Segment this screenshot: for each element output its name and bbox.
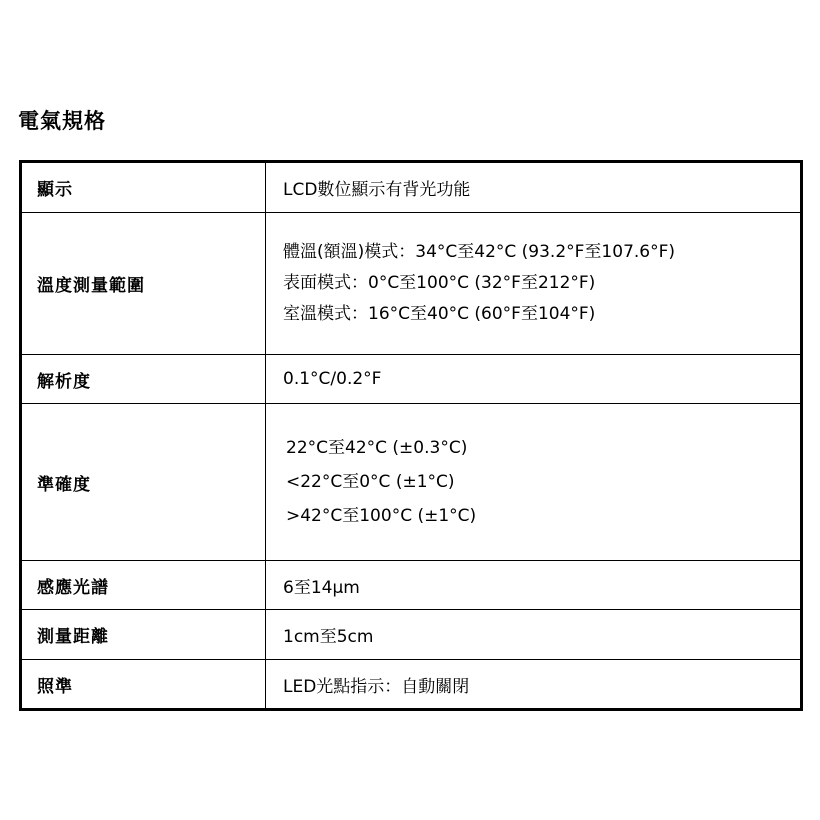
table-row bbox=[21, 355, 802, 404]
table-row bbox=[21, 660, 802, 710]
row-value-accuracy bbox=[266, 404, 802, 561]
value-line-accuracy-1: 22°C至42°C (±0.3°C) bbox=[286, 438, 468, 458]
value-line: 6至14μm bbox=[283, 577, 360, 598]
row-value-display bbox=[266, 162, 802, 213]
value-line: LED光點指示：自動關閉 bbox=[283, 676, 470, 697]
row-value-distance bbox=[266, 610, 802, 660]
row-label-aiming: 照準 bbox=[21, 660, 266, 710]
page-title: 電氣規格 bbox=[18, 108, 106, 133]
value-line-room-mode: 室溫模式：16°C至40°C (60°F至104°F) bbox=[283, 304, 596, 324]
row-label-display: 顯示 bbox=[21, 162, 266, 213]
table-row bbox=[21, 213, 802, 355]
value-line: LCD數位顯示有背光功能 bbox=[283, 180, 471, 200]
row-label-resolution: 解析度 bbox=[21, 355, 266, 404]
table-row bbox=[21, 162, 802, 213]
row-value-temperature-range bbox=[266, 213, 802, 355]
row-label-distance: 測量距離 bbox=[21, 610, 266, 660]
value-line-surface-mode: 表面模式：0°C至100°C (32°F至212°F) bbox=[283, 273, 596, 293]
value-line: 0.1°C/0.2°F bbox=[283, 369, 382, 389]
row-value-spectrum bbox=[266, 561, 802, 610]
value-line-accuracy-2: <22°C至0°C (±1°C) bbox=[286, 472, 455, 492]
value-line-accuracy-3: >42°C至100°C (±1°C) bbox=[286, 506, 477, 526]
row-label-accuracy: 準確度 bbox=[21, 404, 266, 561]
table-row bbox=[21, 404, 802, 561]
spec-table bbox=[19, 160, 803, 711]
table-row bbox=[21, 610, 802, 660]
value-line: 1cm至5cm bbox=[283, 627, 374, 647]
row-value-aiming bbox=[266, 660, 802, 710]
row-value-resolution bbox=[266, 355, 802, 404]
value-line-body-mode: 體溫(額溫)模式：34°C至42°C (93.2°F至107.6°F) bbox=[283, 242, 676, 262]
row-label-spectrum: 感應光譜 bbox=[21, 561, 266, 610]
row-label-temperature-range: 溫度測量範圍 bbox=[21, 213, 266, 355]
table-row bbox=[21, 561, 802, 610]
